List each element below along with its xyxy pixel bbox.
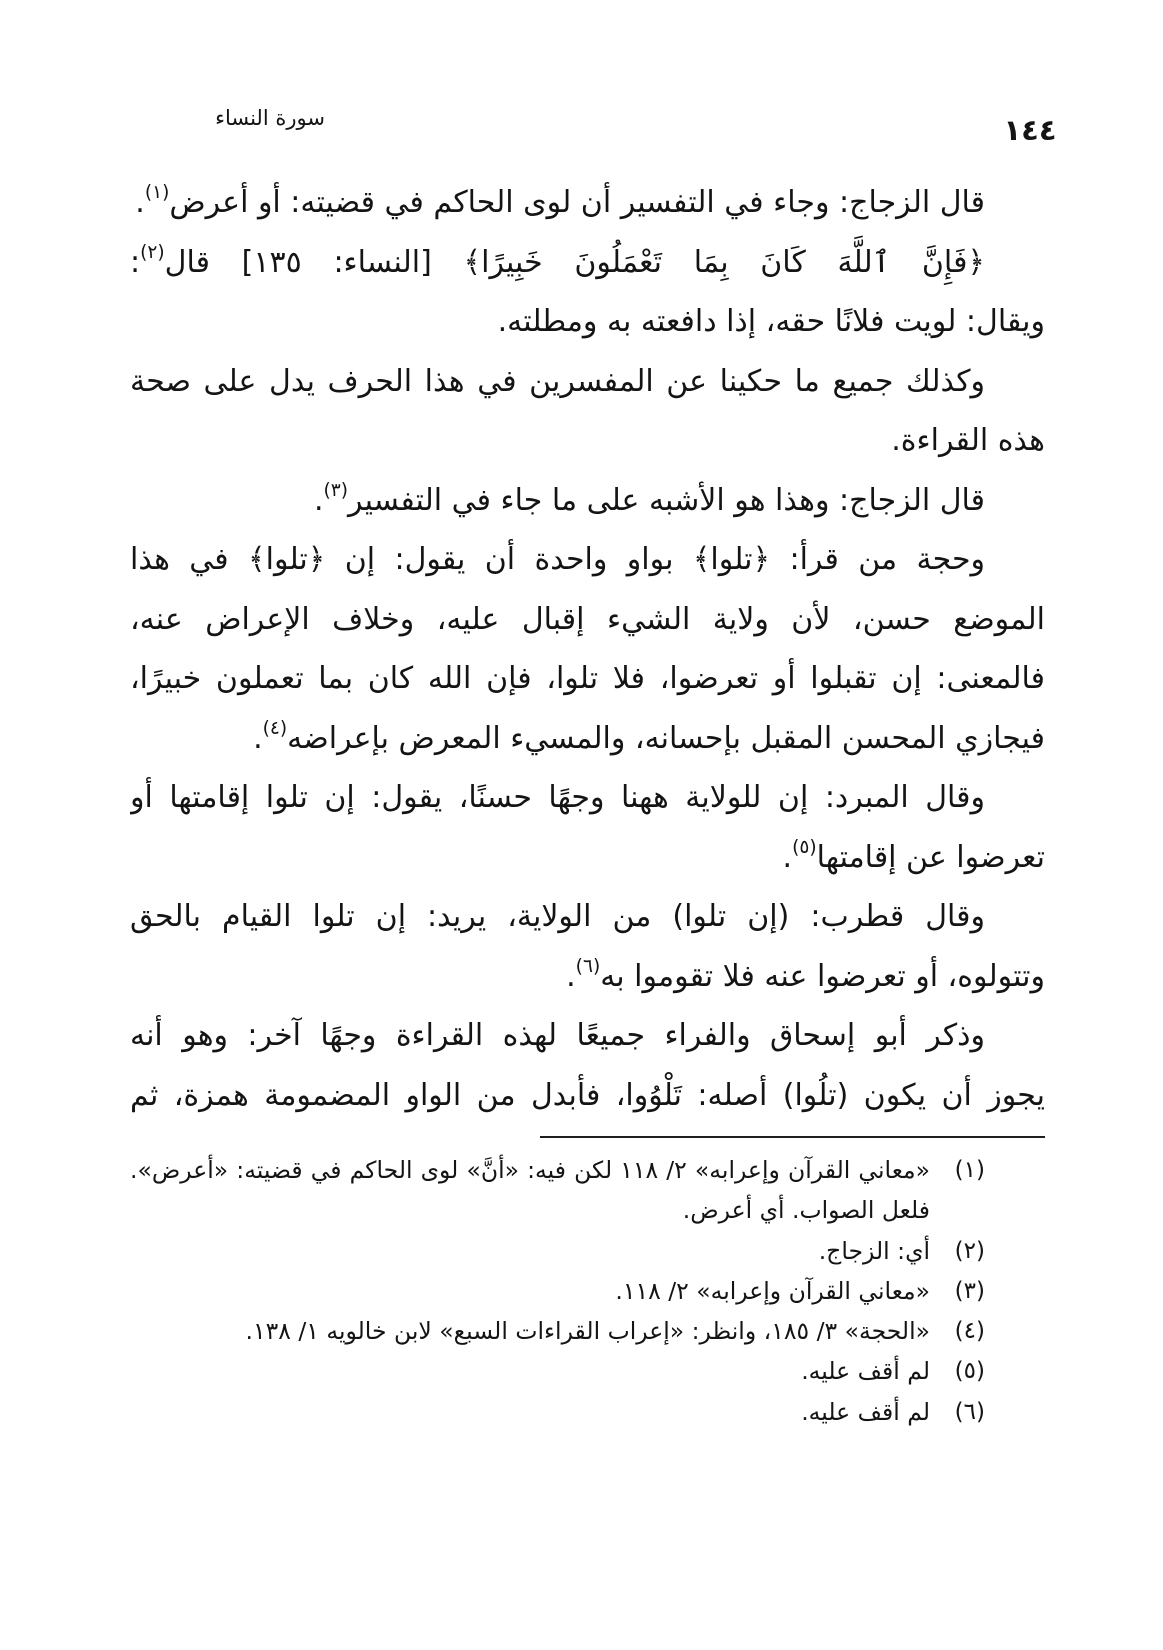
text-line bbox=[130, 233, 1045, 293]
footnote-number: (٤) bbox=[954, 1318, 985, 1345]
footnote-number: (٦) bbox=[954, 1398, 985, 1425]
footnote-line: «الحجة» ٣/ ١٨٥، وانظر: «إعراب القراءات السبع» لابن خالويه ١/ ١٣٨. bbox=[245, 1317, 930, 1346]
line-text: فالمعنى: إن تقبلوا أو تعرضوا، فلا تلوا، فإن الله كان بما تعملون خبيرًا، bbox=[130, 661, 1045, 696]
line-text: تعرضوا عن إقامتها bbox=[816, 839, 1045, 875]
text-line bbox=[130, 768, 1045, 828]
line-text: قال bbox=[164, 244, 210, 280]
text-line bbox=[130, 709, 1045, 769]
line-text: وقال قطرب: (إن تلوا) من الولاية، يريد: إن تلوا القيام بالحق bbox=[130, 899, 985, 934]
main-text bbox=[130, 173, 1045, 1125]
line-text: يجوز أن يكون (تلُوا) أصله: تَلْوُوا، فأبدل من الواو المضمومة همزة، ثم bbox=[130, 1077, 1045, 1113]
footnote-ref: (٣) bbox=[323, 479, 349, 501]
line-punctuation: . bbox=[566, 958, 576, 994]
footnote-text bbox=[130, 1150, 930, 1231]
footnote-line: لم أقف عليه. bbox=[801, 1357, 930, 1386]
footnote bbox=[130, 1351, 985, 1391]
text-line bbox=[130, 352, 1045, 412]
line-text: وذكر أبو إسحاق والفراء جميعًا لهذه القراءة وجهًا آخر: وهو أنه bbox=[130, 1018, 985, 1053]
footnote bbox=[130, 1150, 985, 1231]
footnote-ref: (١) bbox=[144, 182, 170, 204]
footnote bbox=[130, 1231, 985, 1271]
text-line bbox=[130, 411, 1045, 471]
footnote-ref: (٢) bbox=[140, 241, 165, 263]
text-line bbox=[130, 471, 1045, 531]
footnotes bbox=[130, 1150, 985, 1432]
line-text: وتتولوه، أو تعرضوا عنه فلا تقوموا به bbox=[600, 958, 1045, 994]
footnote-line: أي: الزجاج. bbox=[818, 1236, 930, 1265]
line-punctuation: . bbox=[313, 482, 324, 518]
line-text: قال الزجاج: وهذا هو الأشبه على ما جاء في التفسير bbox=[348, 482, 985, 518]
verse-citation: [النساء: ١٣٥] bbox=[241, 244, 432, 280]
text-line bbox=[130, 173, 1045, 233]
text-line bbox=[130, 649, 1045, 709]
line-text: فيجازي المحسن المقبل بإحسانه، والمسيء المعرض بإعراضه bbox=[287, 720, 1045, 756]
footnote-ref: (٤) bbox=[262, 717, 288, 739]
text-line bbox=[130, 828, 1045, 888]
line-text: قال الزجاج: وجاء في التفسير أن لوى الحاكم في قضيته: أو أعرض bbox=[169, 185, 985, 220]
text-line bbox=[130, 530, 1045, 590]
footnote-text bbox=[130, 1231, 930, 1271]
line-punctuation: . bbox=[782, 839, 793, 875]
page-number: ١٤٤ bbox=[1003, 113, 1057, 147]
footnote-line: فلعل الصواب. أي أعرض. bbox=[682, 1196, 930, 1225]
text-line bbox=[130, 292, 1045, 352]
footnote-line: «معاني القرآن وإعرابه» ٢/ ١١٨ لكن فيه: «أنَّ» لوى الحاكم في قضيته: «أعرض». bbox=[130, 1156, 930, 1184]
footnote-number: (٢) bbox=[954, 1237, 985, 1264]
footnote-ref: (٦) bbox=[575, 955, 601, 977]
text-line bbox=[130, 590, 1045, 650]
text-line bbox=[130, 887, 1045, 947]
footnote-separator bbox=[540, 1136, 1045, 1138]
running-header-surah-title: سورة النساء bbox=[215, 106, 325, 130]
footnote-line: لم أقف عليه. bbox=[801, 1397, 930, 1426]
footnote-number: (١) bbox=[954, 1157, 985, 1183]
footnote-text bbox=[130, 1311, 930, 1351]
quran-verse: ﴿فَإِنَّ ٱللَّهَ كَانَ بِمَا تَعْمَلُونَ خَبِيرًا﴾ bbox=[463, 244, 985, 280]
footnote-number: (٣) bbox=[954, 1277, 985, 1304]
footnote bbox=[130, 1392, 985, 1432]
text-line bbox=[130, 1006, 1045, 1066]
text-line bbox=[130, 947, 1045, 1007]
footnote bbox=[130, 1271, 985, 1311]
footnote-text bbox=[130, 1271, 930, 1311]
footnote-text bbox=[130, 1351, 930, 1391]
line-text: وقال المبرد: إن للولاية ههنا وجهًا حسنًا، يقول: إن تلوا إقامتها أو bbox=[130, 780, 985, 815]
footnote-line: «معاني القرآن وإعرابه» ٢/ ١١٨. bbox=[615, 1276, 930, 1305]
line-text: هذه القراءة. bbox=[891, 423, 1045, 458]
line-punctuation: . bbox=[253, 720, 263, 756]
footnote-number: (٥) bbox=[954, 1358, 985, 1385]
line-punctuation: . bbox=[135, 185, 145, 220]
footnote bbox=[130, 1311, 985, 1351]
line-text: وكذلك جميع ما حكينا عن المفسرين في هذا الحرف يدل على صحة bbox=[130, 363, 985, 399]
line-text: ويقال: لويت فلانًا حقه، إذا دافعته به ومطلته. bbox=[497, 304, 1045, 339]
text-line bbox=[130, 1066, 1045, 1126]
line-text: وحجة من قرأ: ﴿تلوا﴾ بواو واحدة أن يقول: إن ﴿تلوا﴾ في هذا bbox=[130, 542, 985, 577]
footnote-text bbox=[130, 1392, 930, 1432]
footnote-ref: (٥) bbox=[792, 836, 817, 858]
line-text: الموضع حسن، لأن ولاية الشيء إقبال عليه، وخلاف الإعراض عنه، bbox=[130, 601, 1045, 637]
line-punctuation: : bbox=[130, 244, 141, 280]
